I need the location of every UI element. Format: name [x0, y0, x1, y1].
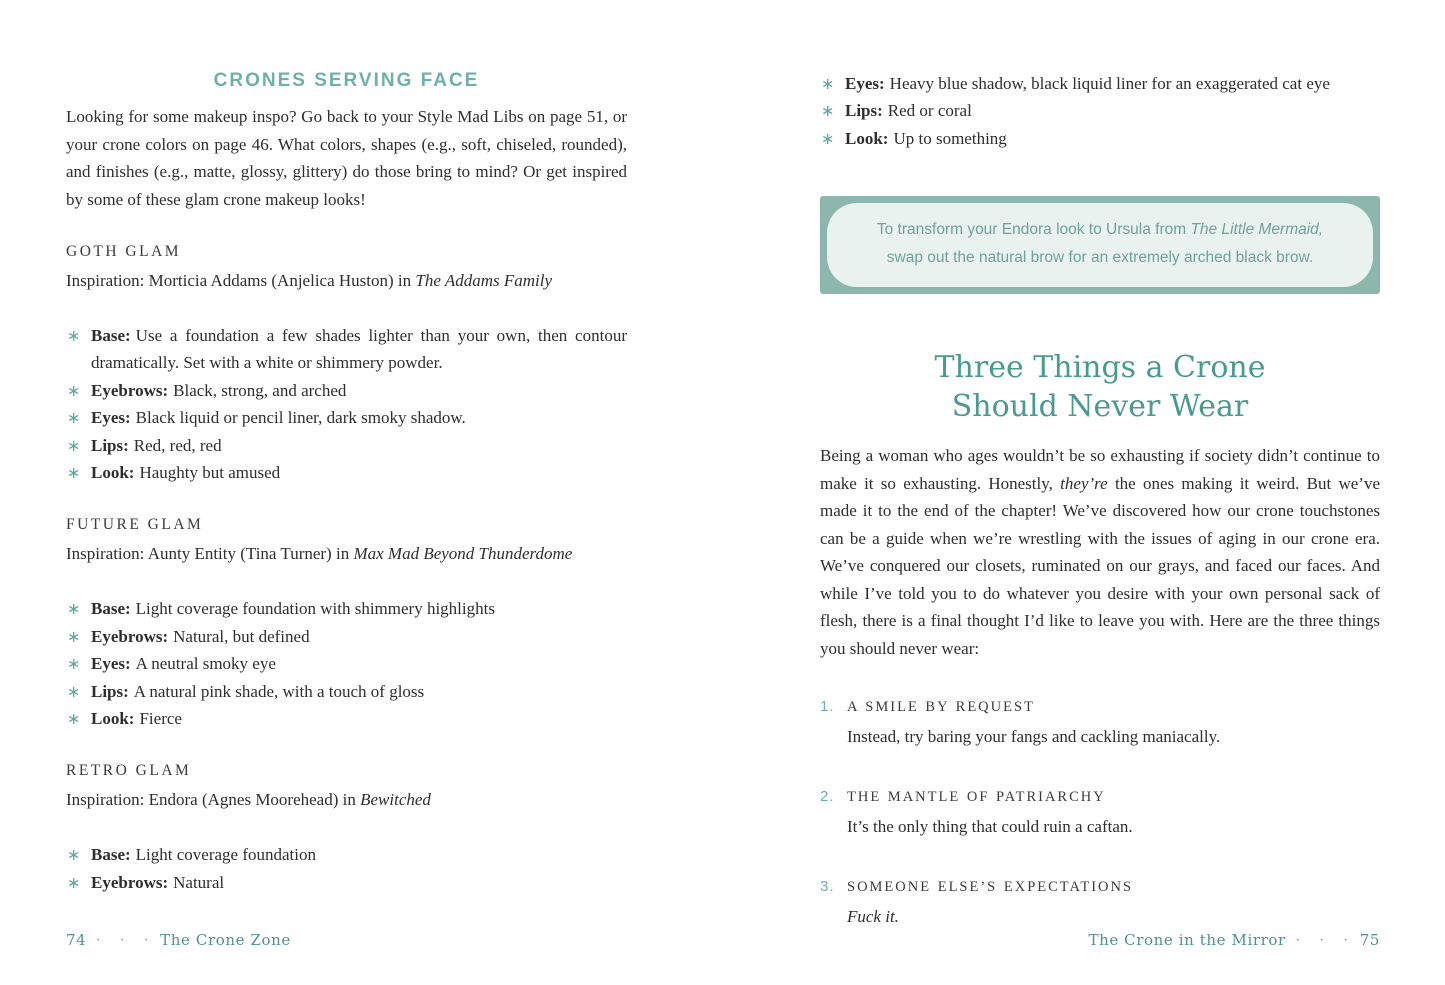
list-item [66, 841, 627, 868]
folio-dots: · · · [96, 932, 157, 947]
asterisk-bullet-icon: ∗ [821, 101, 835, 121]
asterisk-bullet-icon: ∗ [67, 626, 81, 646]
bullet-text: Heavy blue shadow, black liquid liner for an exaggerated cat eye [889, 74, 1330, 93]
item-title: A SMILE BY REQUEST [847, 699, 1035, 716]
asterisk-bullet-icon: ∗ [67, 380, 81, 400]
list-item [66, 650, 627, 677]
asterisk-bullet-icon: ∗ [67, 435, 81, 455]
bullet-text: Black liquid or pencil liner, dark smoky shadow. [135, 408, 466, 428]
bullet-text: Use a foundation a few shades lighter than your own, then contour dramatically. Set with a white or shimmery powder. [91, 326, 627, 373]
page-number: 74 [66, 931, 87, 949]
chapter-closing-heading [820, 348, 1380, 426]
bullet-label: Eyes: [845, 74, 885, 93]
item-heading-row [820, 788, 1380, 806]
item-title: SOMEONE ELSE’S EXPECTATIONS [847, 879, 1134, 896]
bullet-text: A natural pink shade, with a touch of gloss [133, 681, 425, 701]
list-item [820, 878, 1380, 930]
list-item [66, 377, 627, 404]
page-left [0, 0, 722, 985]
asterisk-bullet-icon: ∗ [821, 74, 835, 93]
asterisk-bullet-icon: ∗ [67, 463, 81, 483]
bullet-text: Fierce [139, 709, 182, 729]
glam-title-goth: GOTH GLAM [66, 243, 182, 260]
list-item [66, 869, 627, 896]
bullet-label: Lips: [91, 681, 129, 701]
bullet-label: Lips: [845, 101, 883, 121]
closing-paragraph [820, 442, 1380, 662]
inspiration-movie-title: Max Mad Beyond Thunderdome [353, 544, 573, 564]
bullet-text: Natural, but defined [173, 626, 310, 646]
inspiration-movie-title: The Addams Family [415, 271, 553, 290]
bullet-label: Eyes: [91, 654, 131, 674]
chapter-title: The Crone in the Mirror [1088, 931, 1286, 949]
body-segment: Being a woman who ages wouldn’t be so exhausting if society didn’t continue to make it so exhausting. Honestly, [820, 446, 1380, 493]
list-item [820, 97, 1380, 124]
left-page-footer [66, 931, 291, 949]
asterisk-bullet-icon: ∗ [67, 326, 81, 345]
bullet-label: Lips: [91, 435, 129, 455]
bullet-text: Up to something [893, 128, 1007, 148]
asterisk-bullet-icon: ∗ [67, 408, 81, 428]
bullet-label: Eyebrows: [91, 872, 169, 892]
heading-line-1: Three Things a Crone [934, 350, 1266, 386]
intro-paragraph: Looking for some makeup inspo? Go back to your Style Mad Libs on page 51, or your crone colors on page 46. What colors, shapes (e.g., soft, chiseled, rounded), and finishes (e.g., matte, glossy, glittery) do those bring to mind? Or get inspired by some of these glam crone makeup looks! [66, 107, 627, 209]
bullet-text: A neutral smoky eye [135, 654, 276, 674]
page-right [722, 0, 1445, 985]
heading-line-2: Should Never Wear [951, 389, 1249, 425]
glam-section-retro [66, 762, 627, 896]
asterisk-bullet-icon: ∗ [67, 845, 81, 865]
list-item [66, 432, 627, 459]
callout-box [820, 196, 1380, 294]
asterisk-bullet-icon: ∗ [67, 654, 81, 674]
list-item [66, 595, 627, 622]
callout-text [861, 216, 1339, 272]
list-item [820, 125, 1380, 152]
page-number: 75 [1359, 931, 1380, 949]
bullet-label: Eyebrows: [91, 380, 169, 400]
list-item [66, 322, 627, 377]
section-heading-crones-serving-face: CRONES SERVING FACE [213, 70, 480, 91]
asterisk-bullet-icon: ∗ [67, 681, 81, 701]
item-text-italic: Fuck it. [847, 907, 899, 927]
item-number: 3. [820, 878, 835, 896]
bullet-label: Base: [91, 326, 131, 345]
asterisk-bullet-icon: ∗ [67, 709, 81, 729]
item-heading-row [820, 698, 1380, 716]
list-item [66, 623, 627, 650]
list-item [66, 404, 627, 431]
list-item [820, 788, 1380, 840]
bullet-text: Black, strong, and arched [173, 380, 347, 400]
asterisk-bullet-icon: ∗ [821, 128, 835, 148]
bullet-label: Eyebrows: [91, 626, 169, 646]
item-text: It’s the only thing that could ruin a caftan. [847, 817, 1133, 837]
bullet-text: Haughty but amused [139, 463, 281, 483]
never-wear-list [820, 698, 1380, 930]
bullet-label: Look: [91, 463, 135, 483]
bullet-text: Red or coral [887, 101, 972, 121]
body-emphasis: they’re [1060, 473, 1108, 493]
inspiration-line-retro [66, 786, 627, 813]
bullet-text: Light coverage foundation with shimmery highlights [135, 599, 495, 619]
inspiration-movie-title: Bewitched [360, 790, 431, 810]
inspiration-text: Inspiration: Morticia Addams (Anjelica Huston) in [66, 271, 416, 290]
bullet-label: Base: [91, 599, 131, 619]
glam-title-future: FUTURE GLAM [66, 516, 204, 534]
list-item [820, 70, 1380, 97]
item-title: THE MANTLE OF PATRIARCHY [847, 789, 1106, 806]
item-text [847, 903, 1380, 930]
asterisk-bullet-icon: ∗ [67, 599, 81, 619]
item-text: Instead, try baring your fangs and cackling maniacally. [847, 727, 1221, 747]
callout-movie-title: The Little Mermaid, [1190, 221, 1324, 239]
glam-title-retro: RETRO GLAM [66, 762, 192, 780]
item-number: 2. [820, 788, 835, 806]
bullet-label: Eyes: [91, 408, 131, 428]
inspiration-text: Inspiration: Endora (Agnes Moorehead) in [66, 790, 361, 810]
list-item [66, 705, 627, 732]
callout-text-segment: swap out the natural brow for an extremely arched black brow. [886, 249, 1314, 267]
future-bullet-list [66, 595, 627, 732]
inspiration-line-future [66, 540, 627, 567]
right-page-footer [1088, 931, 1380, 949]
list-item [820, 698, 1380, 750]
callout-text-segment: To transform your Endora look to Ursula from [876, 221, 1191, 239]
list-item [66, 678, 627, 705]
glam-section-goth [66, 243, 627, 486]
retro-bullet-list [66, 841, 627, 896]
goth-bullet-list [66, 322, 627, 486]
glam-section-future [66, 516, 627, 732]
item-number: 1. [820, 698, 835, 716]
endora-bullet-list-continued [820, 70, 1380, 152]
bullet-text: Natural [173, 872, 225, 892]
bullet-text: Light coverage foundation [135, 845, 316, 865]
bullet-text: Red, red, red [133, 435, 222, 455]
list-item [66, 459, 627, 486]
inspiration-text: Inspiration: Aunty Entity (Tina Turner) in [66, 544, 354, 564]
bullet-label: Look: [91, 709, 135, 729]
asterisk-bullet-icon: ∗ [67, 872, 81, 892]
callout-box-inner [827, 203, 1373, 287]
inspiration-line-goth [66, 267, 627, 294]
body-segment: the ones making it weird. But we’ve made it to the end of the chapter! We’ve discovered how our crone touchstones can be a guide when we’re wrestling with the issues of aging in our crone era. We’ve conquered our closets, ruminated on our grays, and faced our faces. And while I’ve told you to do whatever you desire with your own personal sack of flesh, there is a final thought I’d like to leave you with. Here are the three things you should never wear: [820, 473, 1380, 658]
chapter-title: The Crone Zone [160, 931, 291, 949]
bullet-label: Look: [845, 128, 889, 148]
item-heading-row [820, 878, 1380, 896]
folio-dots: · · · [1295, 932, 1356, 947]
bullet-label: Base: [91, 845, 131, 865]
